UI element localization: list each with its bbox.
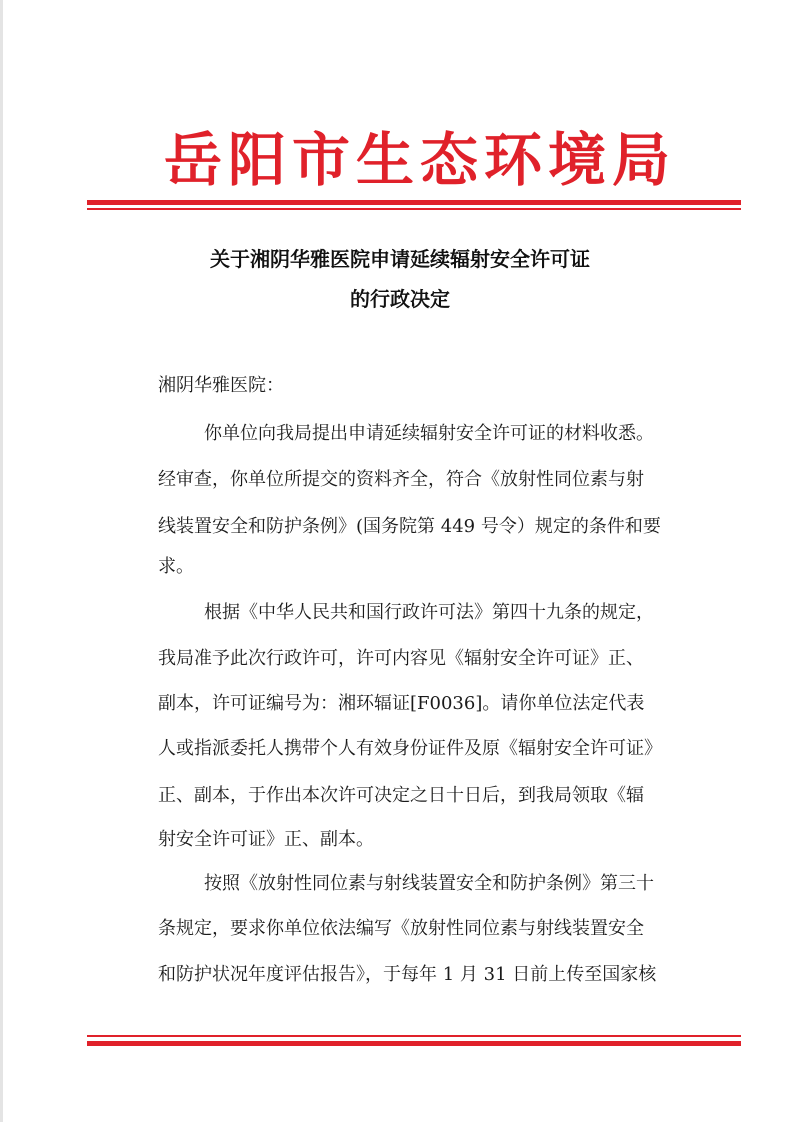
footer-rule-thick	[87, 1041, 741, 1046]
agency-letterhead-title: 岳阳市生态环境局	[163, 126, 676, 194]
body-line: 和防护状况年度评估报告》，于每年 1 月 31 日前上传至国家核	[158, 964, 657, 985]
body-line: 副本，许可证编号为：湘环辐证[F0036]。请你单位法定代表	[158, 693, 645, 714]
page-edge	[0, 0, 3, 1122]
letterhead-rule-thin	[87, 208, 741, 210]
body-line: 根据《中华人民共和国行政许可法》第四十九条的规定，	[204, 602, 654, 623]
body-line: 射安全许可证》正、副本。	[158, 829, 374, 850]
body-line: 经审查，你单位所提交的资料齐全，符合《放射性同位素与射	[158, 469, 644, 490]
body-line: 按照《放射性同位素与射线装置安全和防护条例》第三十	[204, 873, 654, 894]
body-line: 线装置安全和防护条例》(国务院第 449 号令）规定的条件和要	[158, 516, 661, 537]
body-line: 人或指派委托人携带个人有效身份证件及原《辐射安全许可证》	[158, 738, 662, 759]
body-line: 正、副本，于作出本次许可决定之日十日后，到我局领取《辐	[158, 785, 644, 806]
footer-rule-thin	[87, 1035, 741, 1037]
body-line: 我局准予此次行政许可，许可内容见《辐射安全许可证》正、	[158, 648, 644, 669]
document-title-line-1: 关于湘阴华雅医院申请延续辐射安全许可证	[210, 247, 590, 271]
letterhead-rule-thick	[87, 200, 741, 205]
body-line: 条规定，要求你单位依法编写《放射性同位素与射线装置安全	[158, 918, 644, 939]
document-title-line-2: 的行政决定	[350, 287, 450, 311]
body-line: 你单位向我局提出申请延续辐射安全许可证的材料收悉。	[204, 423, 654, 444]
addressee: 湘阴华雅医院：	[158, 375, 284, 396]
body-line: 求。	[158, 556, 194, 577]
